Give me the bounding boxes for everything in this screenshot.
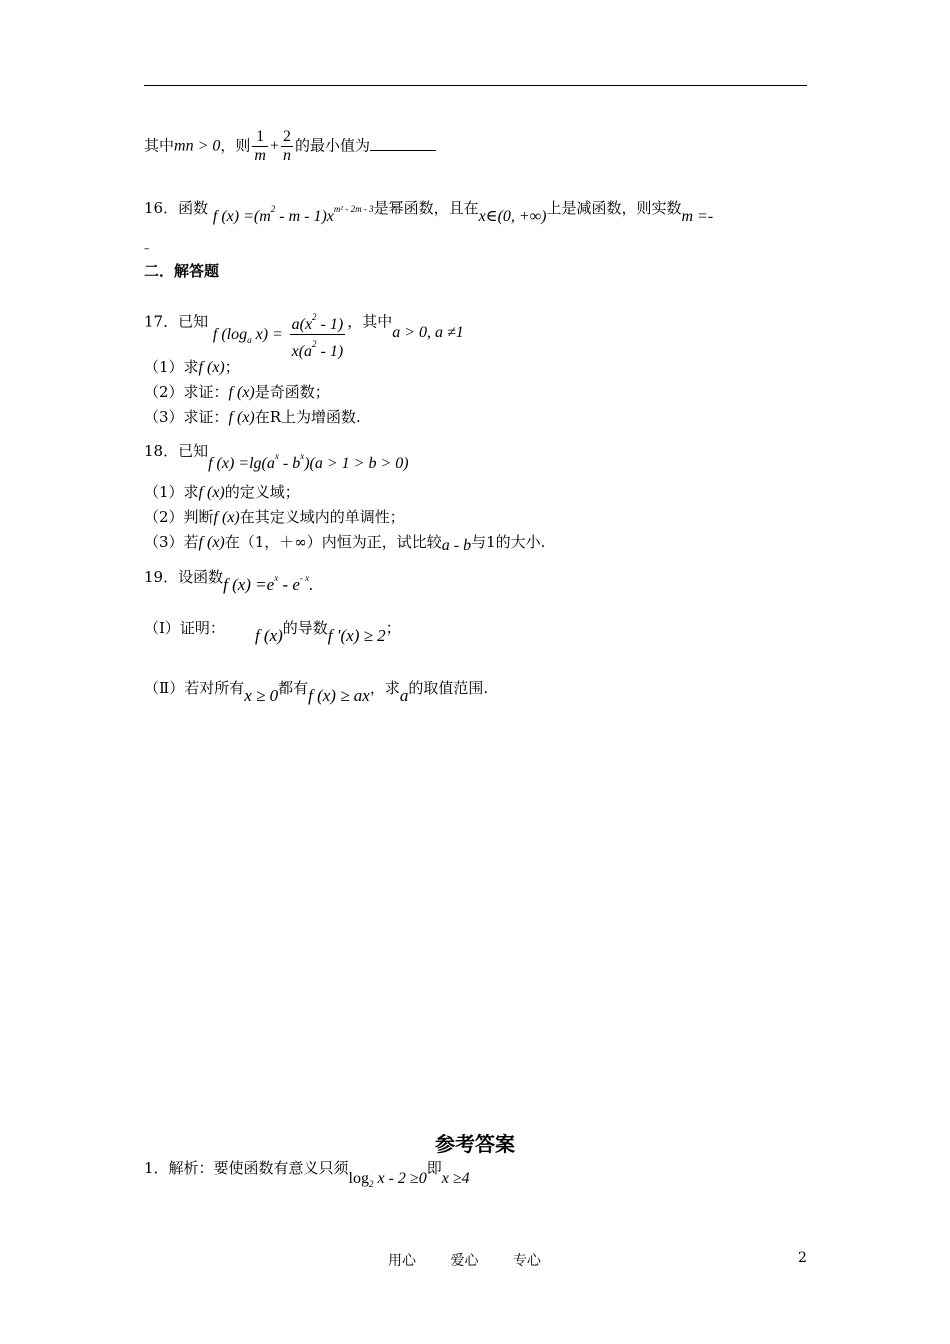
fraction-2-over-n — [281, 128, 293, 165]
q19-part2-mid2: ，求 — [369, 679, 400, 697]
fraction-denominator: n — [282, 147, 291, 164]
q18-part3-label: （3）若 — [144, 533, 199, 551]
q19-part1-expr: f ′(x) ≥ 2 — [327, 626, 386, 645]
q16-text2: 上是减函数，则实数 — [546, 199, 682, 217]
q16-condition: x∈(0, +∞) — [478, 208, 547, 225]
answer-1-expr — [349, 1170, 427, 1187]
q17-number: 17．已知 — [144, 312, 209, 331]
q18-f-part: f (x) =lg(a — [208, 455, 275, 472]
fraction-1-over-m — [252, 128, 268, 165]
q17-part1-f: f (x) — [198, 359, 225, 376]
q17-numerator — [290, 308, 346, 335]
q17-part2-f: f (x) — [228, 384, 255, 401]
q17-den-part: x(a — [291, 343, 313, 360]
q15-suffix: 的最小值为 — [294, 136, 370, 155]
q18-part3-mid: 在（1，＋∞）内恒为正，试比较 — [224, 533, 442, 551]
q19-part1 — [144, 617, 401, 645]
page-footer: 用心 爱心 专心 — [388, 1253, 541, 1269]
q17-den-sup: 2 — [312, 339, 317, 349]
q19-end: . — [309, 575, 314, 594]
page-number: 2 — [798, 1250, 807, 1266]
fraction-numerator: 1 — [252, 128, 268, 147]
q16-function-exponent: m² - 2m - 3 — [333, 204, 374, 214]
q18-part2-f: f (x) — [213, 509, 240, 526]
q19-sup2: - x — [299, 573, 310, 583]
q16-function-part: f (x) =(m — [212, 208, 271, 225]
q18-sup1: x — [274, 451, 279, 461]
q17-log-base: a — [247, 334, 252, 345]
q19-mid: - e — [278, 575, 300, 594]
q17-line — [144, 296, 464, 360]
q17-lhs-end: x) = — [251, 325, 283, 343]
answer-1-label: 1．解析：要使函数有意义只须 — [144, 1159, 349, 1177]
q18-number: 18．已知 — [144, 442, 209, 460]
answer-1-expr-end: x - 2 ≥0 — [373, 1170, 427, 1187]
fraction-numerator: 2 — [282, 128, 291, 145]
q16-line — [144, 190, 714, 225]
q18-function — [208, 451, 409, 472]
answer-1-mid: 即 — [426, 1159, 442, 1177]
q17-part1-label: （1）求 — [144, 358, 199, 376]
q19-part1-f: f (x) — [254, 626, 283, 645]
q19-part2 — [144, 677, 489, 705]
q19-part1-mid: 的导数 — [282, 619, 328, 637]
answer-1 — [144, 1157, 470, 1189]
q17-num-sup: 2 — [312, 312, 317, 322]
q18-part1-end: 的定义域； — [224, 483, 300, 501]
q18-part1-f: f (x) — [198, 484, 225, 501]
q17-num-end: - 1) — [316, 316, 344, 333]
q18-part1 — [144, 481, 300, 504]
q15-condition: mn > 0 — [174, 137, 221, 155]
q15-line — [144, 128, 436, 165]
q19-part2-expr: f (x) ≥ ax — [308, 686, 370, 705]
q17-part3 — [144, 406, 361, 429]
q17-fraction — [290, 308, 346, 361]
q17-part3-label: （3）求证： — [144, 408, 229, 426]
q17-part3-f: f (x) — [228, 409, 255, 426]
q16-answer: m =- — [681, 208, 714, 225]
q19-f-part: f (x) =e — [223, 575, 275, 594]
q16-number: 16．函数 — [144, 199, 209, 217]
plus-sign: + — [269, 137, 279, 155]
fraction-denominator: m — [254, 147, 266, 164]
q16-text1: 是幂函数，且在 — [373, 199, 479, 217]
q15-prefix: 其中 — [144, 136, 175, 155]
q16-continuation: – — [144, 242, 150, 255]
q17-part2-end: 是奇函数； — [254, 383, 330, 401]
q18-part3-f: f (x) — [198, 534, 225, 551]
q18-part2-label: （2）判断 — [144, 508, 214, 526]
answer-1-log: log — [348, 1170, 369, 1187]
q19-line — [144, 559, 314, 594]
q16-function-sup: 2 — [270, 204, 276, 214]
q18-sup2: x — [300, 451, 305, 461]
answer-blank — [370, 136, 436, 151]
section-heading: 二．解答题 — [144, 262, 220, 280]
q18-part2 — [144, 506, 405, 529]
q19-part2-mid: 都有 — [278, 679, 309, 697]
q17-part1-end: ； — [224, 358, 240, 376]
q16-function — [212, 204, 374, 225]
q17-part3-end: 在R上为增函数. — [254, 408, 361, 426]
q15-sep: ，则 — [220, 136, 251, 155]
q17-lhs-part: f (log — [212, 325, 248, 343]
q18-part2-end: 在其定义域内的单调性； — [239, 508, 405, 526]
q18-part3-end: 与1的大小. — [471, 533, 546, 551]
q17-denominator — [290, 335, 346, 361]
answer-1-log-base: 2 — [369, 1179, 374, 1189]
q17-den-end: - 1) — [316, 343, 344, 360]
q19-part1-label: （Ⅰ）证明： — [144, 619, 225, 637]
q17-lhs — [213, 326, 283, 343]
q16-function-mid: - m - 1)x — [275, 208, 334, 225]
q19-number: 19．设函数 — [144, 568, 224, 586]
q17-part1 — [144, 356, 240, 379]
q17-num-part: a(x — [291, 316, 313, 333]
q19-part2-cond: x ≥ 0 — [244, 686, 279, 705]
q18-mid: - b — [278, 455, 301, 472]
answer-1-result: x ≥4 — [441, 1170, 470, 1187]
q19-function — [223, 575, 313, 594]
header-rule — [144, 85, 807, 86]
q18-part1-label: （1）求 — [144, 483, 199, 501]
q17-text: ，其中 — [347, 312, 393, 331]
q19-sup1: x — [274, 573, 279, 583]
q18-line — [144, 433, 409, 472]
q19-part2-label: （Ⅱ）若对所有 — [144, 679, 245, 697]
q17-condition: a > 0, a ≠1 — [392, 323, 464, 341]
q19-part1-end: ； — [385, 619, 401, 637]
q19-part2-var: a — [399, 686, 409, 705]
q17-part2-label: （2）求证： — [144, 383, 229, 401]
q19-part2-end: 的取值范围. — [408, 679, 489, 697]
q18-end: )(a > 1 > b > 0) — [304, 455, 409, 472]
q18-part3-var: a - b — [441, 537, 472, 554]
answers-title: 参考答案 — [435, 1132, 515, 1156]
q17-part2 — [144, 381, 330, 404]
q18-part3 — [144, 531, 545, 554]
